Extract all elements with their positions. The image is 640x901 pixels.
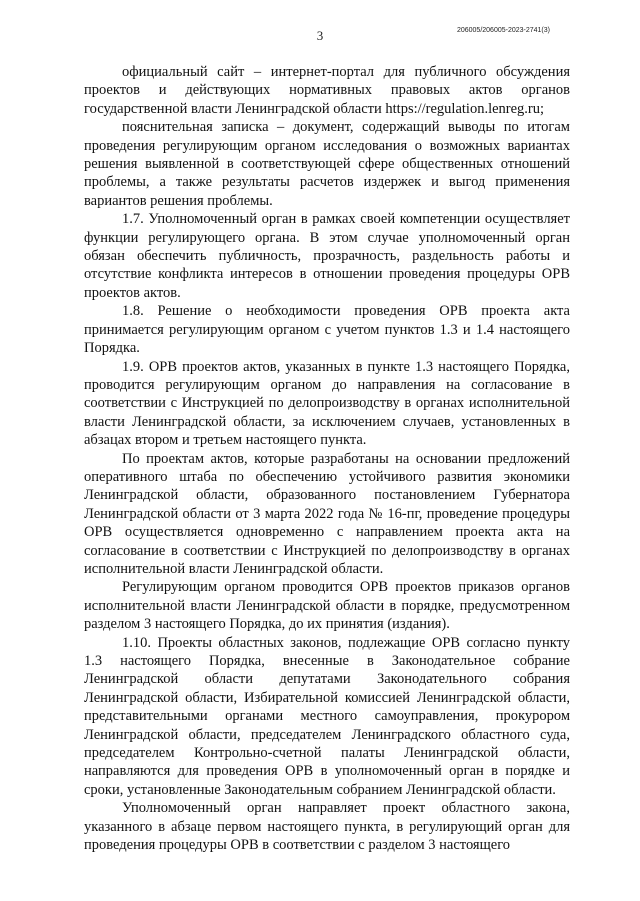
paragraph-explanatory-note: пояснительная записка – документ, содержащий выводы по итогам проведения регулирующим органом исследования о возможных вариантах решения выявленной в соответствующей сфере общественных отношений проблемы, а также результаты расчетов издержек и выгод применения вариантов решения проблемы. [84, 119, 570, 209]
document-id: 206005/206005-2023-2741(3) [456, 27, 550, 34]
page-number: 3 [316, 28, 324, 43]
paragraph-1-9: 1.9. ОРВ проектов актов, указанных в пункте 1.3 настоящего Порядка, проводится регулирующим органом до направления на согласование в соответствии с Инструкцией по делопроизводству в органах исполнительной власти Ленинградской области, за исключением случаев, установленных в абзацах втором и третьем настоящего пункта. [84, 358, 570, 449]
paragraph-1-7: 1.7. Уполномоченный орган в рамках своей компетенции осуществляет функции регулирующего органа. В этом случае уполномоченный орган обязан обеспечить публичность, прозрачность, раздельность работы и отсутствие конфликта интересов в отношении проведения процедуры ОРВ проектов актов. [84, 211, 570, 301]
paragraph-official-site: официальный сайт – интернет-портал для публичного обсуждения проектов и действующих нормативных правовых актов органов государственной власти Ленинградской области https://regulation.lenreg.ru; [84, 64, 570, 117]
paragraph-1-8: 1.8. Решение о необходимости проведения ОРВ проекта акта принимается регулирующим органом с учетом пунктов 1.3 и 1.4 настоящего Порядка. [84, 303, 570, 357]
paragraph-1-10-second: Уполномоченный орган направляет проект областного закона, указанного в абзаце первом настоящего пункта, в регулирующий орган для проведения процедуры ОРВ в соответствии с разделом 3 настоящего [84, 800, 570, 854]
paragraph-1-9-third: Регулирующим органом проводится ОРВ проектов приказов органов исполнительной власти Ленинградской области в порядке, предусмотренном разделом 3 настоящего Порядка, до их принятия (издания). [84, 579, 570, 633]
paragraph-1-10: 1.10. Проекты областных законов, подлежащие ОРВ согласно пункту 1.3 настоящего Порядка, внесенные в Законодательное собрание Ленинградской области депутатами Законодательного собрания Ленинградской области, Избирательной комиссией Ленинградской области, представительными органами местного самоуправления, прокурором Ленинградской области, председателем Ленинградского областного суда, председателем Контрольно-счетной палаты Ленинградской области, направляются для проведения ОРВ в уполномоченный орган в порядке и сроки, установленные Законодательным собранием Ленинградской области. [84, 634, 570, 798]
document-body [84, 63, 570, 854]
paragraph-1-9-second: По проектам актов, которые разработаны на основании предложений оперативного штаба по обеспечению устойчивого развития экономики Ленинградской области, образованного постановлением Губернатора Ленинградской области от 3 марта 2022 года № 16-пг, проведение процедуры ОРВ осуществляется одновременно с направлением проекта акта на согласование в соответствии с Инструкцией по делопроизводству в органах исполнительной власти Ленинградской области. [84, 450, 570, 577]
